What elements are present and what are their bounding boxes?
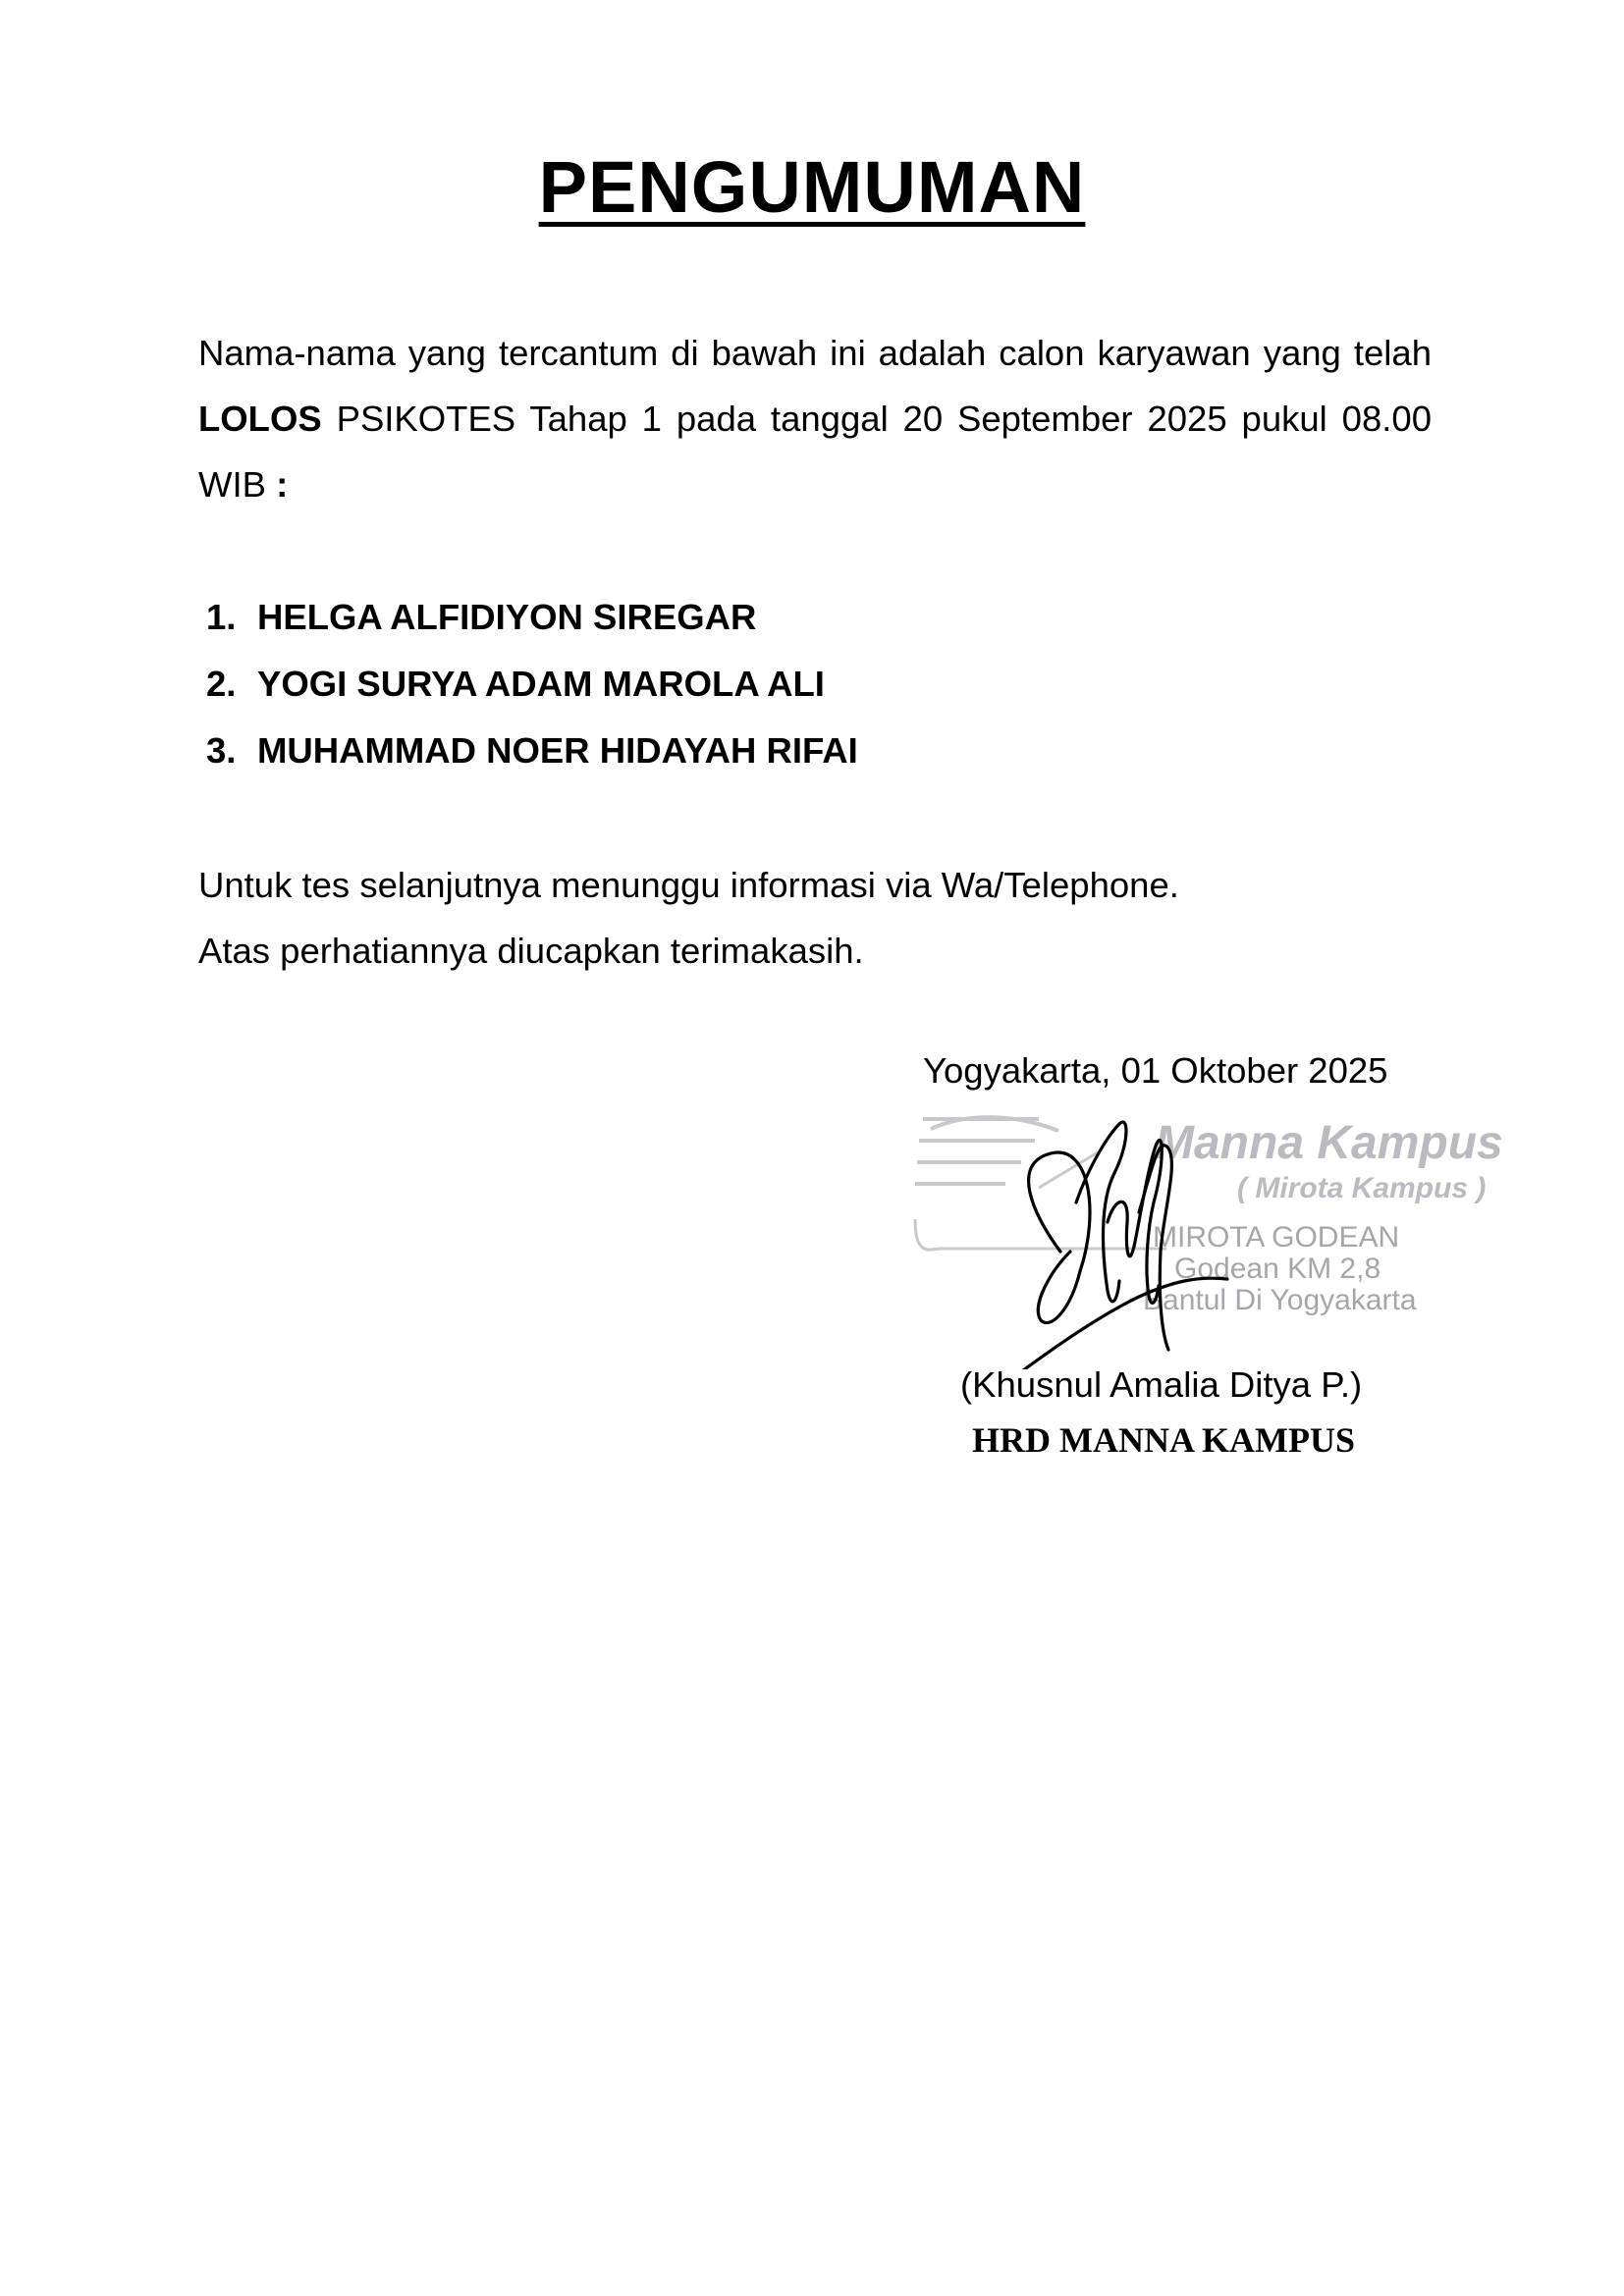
intro-text-2: PSIKOTES Tahap 1 pada tanggal 20 September 2025 pukul 08.00 WIB (198, 399, 1432, 505)
intro-colon: : (276, 464, 289, 505)
signer-title: HRD MANNA KAMPUS (972, 1420, 1355, 1460)
intro-bold-lolos: LOLOS (198, 399, 322, 439)
list-item-number: 1. (206, 597, 237, 637)
list-item-name: HELGA ALFIDIYON SIREGAR (257, 597, 757, 637)
list-item-number: 3. (206, 730, 237, 771)
intro-text-1: Nama-nama yang tercantum di bawah ini adalah calon karyawan yang telah (198, 333, 1432, 373)
list-item (206, 584, 858, 651)
page-title: PENGUMUMAN (538, 146, 1086, 228)
list-item-name: MUHAMMAD NOER HIDAYAH RIFAI (257, 730, 858, 771)
signature (992, 1104, 1247, 1369)
stamp-brand: Manna Kampus (1155, 1117, 1503, 1169)
closing-text (198, 852, 1179, 984)
candidate-list (206, 584, 858, 784)
stamp-line-2: Godean KM 2,8 (1174, 1253, 1381, 1285)
stamp-line-1: MIROTA GODEAN (1153, 1221, 1400, 1254)
intro-paragraph (198, 320, 1432, 517)
closing-line-1: Untuk tes selanjutnya menunggu informasi via Wa/Telephone. (198, 865, 1179, 905)
stamp-sub: ( Mirota Kampus ) (1237, 1172, 1487, 1204)
list-item (206, 718, 858, 784)
list-item-name: YOGI SURYA ADAM MAROLA ALI (257, 664, 825, 704)
closing-line-2: Atas perhatiannya diucapkan terimakasih. (198, 931, 864, 971)
signer-name: (Khusnul Amalia Ditya P.) (960, 1364, 1363, 1405)
place-date: Yogyakarta, 01 Oktober 2025 (923, 1050, 1388, 1091)
list-item-number: 2. (206, 664, 237, 704)
list-item (206, 651, 858, 718)
stamp-line-3: Bantul Di Yogyakarta (1143, 1284, 1417, 1316)
